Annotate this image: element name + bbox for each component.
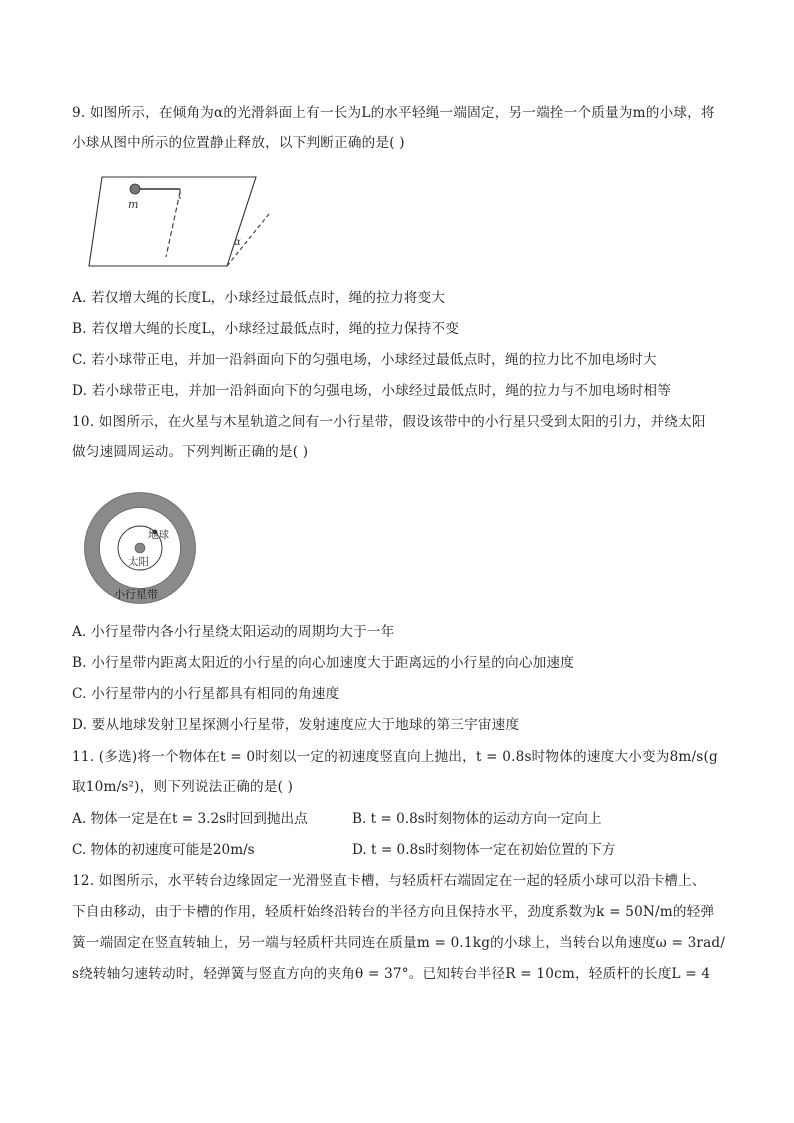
q11-stem-line-1: 11. (多选)将一个物体在t = 0时刻以一定的初速度竖直向上抛出，t = 0.8s时物体的速度大小变为8m/s(g	[72, 749, 718, 765]
q9-stem-line-2: 小球从图中所示的位置静止释放，以下判断正确的是( )	[72, 135, 405, 151]
asteroid-belt-label: 小行星带	[114, 588, 158, 601]
q10-option-c: C. 小行星带内的小行星都具有相同的角速度	[72, 686, 340, 702]
q12-stem-line-4: s绕转轴匀速转动时，轻弹簧与竖直方向的夹角θ = 37°。已知转台半径R = 10cm，轻质杆的长度L = 4	[72, 966, 711, 982]
q10-option-a: A. 小行星带内各小行星绕太阳运动的周期均大于一年	[72, 624, 395, 640]
rope-dashed-swing	[166, 192, 180, 257]
q9-incline-figure	[84, 172, 284, 272]
ball	[130, 184, 140, 194]
incline-plane	[89, 177, 256, 266]
q11-option-b: B. t = 0.8s时刻物体的运动方向一定向上	[352, 811, 602, 827]
ball-mass-label: m	[128, 198, 139, 211]
q11-option-c: C. 物体的初速度可能是20m/s	[72, 842, 255, 858]
q11-option-d: D. t = 0.8s时刻物体一定在初始位置的下方	[352, 842, 616, 858]
q10-option-d: D. 要从地球发射卫星探测小行星带，发射速度应大于地球的第三宇宙速度	[72, 717, 520, 733]
q11-stem-line-2: 取10m/s²)，则下列说法正确的是( )	[72, 779, 294, 795]
sun	[135, 543, 145, 553]
q11-option-a: A. 物体一定是在t = 3.2s时回到抛出点	[72, 811, 308, 827]
q10-stem-line-1: 10. 如图所示，在火星与木星轨道之间有一小行星带，假设该带中的小行星只受到太阳的引力，并绕太阳	[72, 414, 706, 430]
angle-label: α	[234, 237, 241, 248]
earth-label: 地球	[148, 529, 169, 541]
sun-label: 太阳	[128, 556, 149, 568]
q10-orbit-figure	[78, 488, 202, 610]
q12-stem-line-3: 簧一端固定在竖直转轴上，另一端与轻质杆共同连在质量m = 0.1kg的小球上，当转台以角速度ω = 3rad/	[72, 935, 726, 951]
q10-option-b: B. 小行星带内距离太阳近的小行星的向心加速度大于距离远的小行星的向心加速度	[72, 655, 575, 671]
q9-option-d: D. 若小球带正电，并加一沿斜面向下的匀强电场，小球经过最低点时，绳的拉力与不加电场时相等	[72, 383, 671, 399]
q12-stem-line-1: 12. 如图所示，水平转台边缘固定一光滑竖直卡槽，与轻质杆右端固定在一起的轻质小球可以沿卡槽上、	[72, 873, 706, 889]
q9-option-b: B. 若仅增大绳的长度L，小球经过最低点时，绳的拉力保持不变	[72, 321, 460, 337]
q9-option-a: A. 若仅增大绳的长度L，小球经过最低点时，绳的拉力将变大	[72, 290, 446, 306]
q9-stem-line-1: 9. 如图所示，在倾角为α的光滑斜面上有一长为L的水平轻绳一端固定，另一端拴一个质量为m的小球，将	[72, 105, 715, 121]
q10-stem-line-2: 做匀速圆周运动。下列判断正确的是( )	[72, 444, 309, 460]
q9-option-c: C. 若小球带正电，并加一沿斜面向下的匀强电场，小球经过最低点时，绳的拉力比不加电场时大	[72, 352, 657, 368]
q12-stem-line-2: 下自由移动，由于卡槽的作用，轻质杆始终沿转台的半径方向且保持水平，劲度系数为k = 50N/m的轻弹	[72, 904, 715, 920]
